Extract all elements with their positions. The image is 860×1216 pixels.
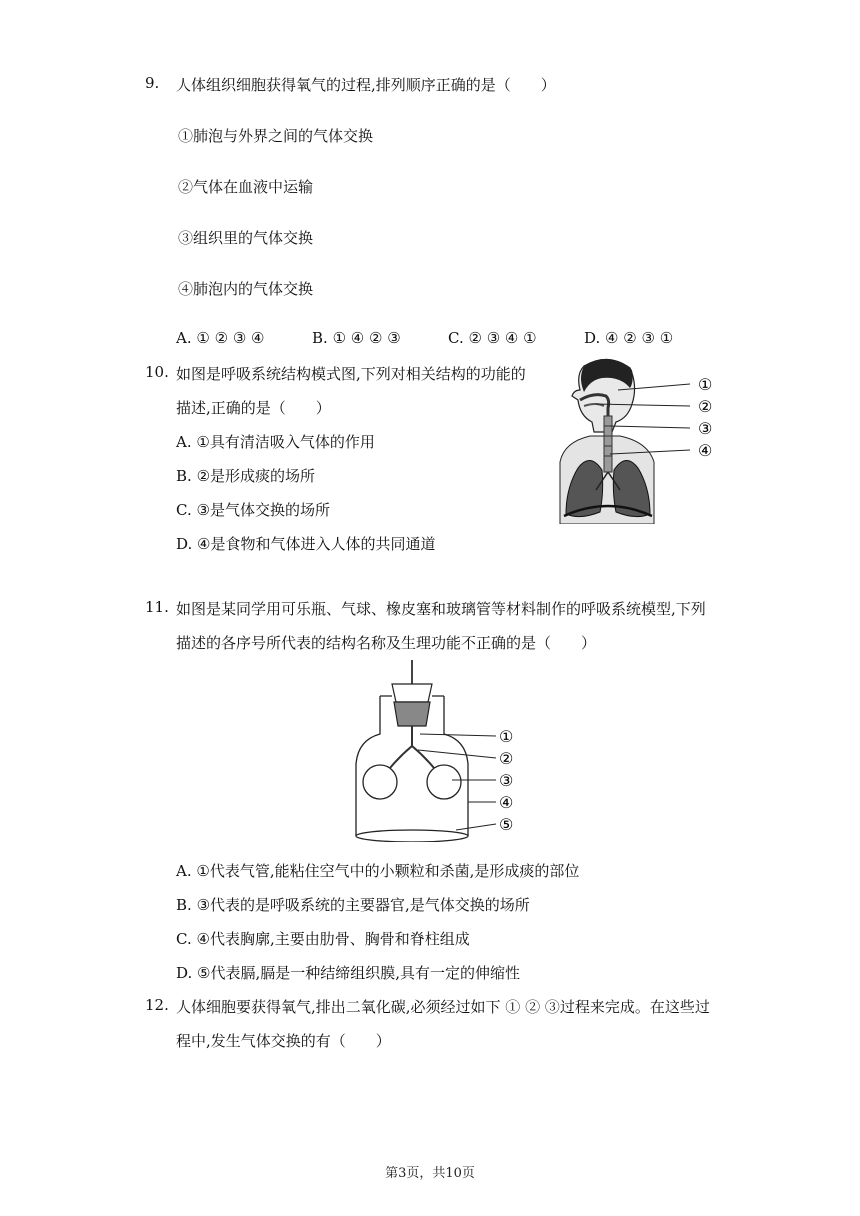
q10-number: 10.	[145, 363, 169, 381]
fig11-label-2: ②	[499, 749, 514, 768]
q9-option-c-text: ② ③ ④ ①	[468, 329, 537, 347]
q11-option-d-letter: D.	[176, 964, 193, 982]
q11-option-d[interactable]	[176, 962, 520, 983]
q10-option-b-text: ②是形成痰的场所	[196, 467, 316, 485]
q11-option-b[interactable]	[176, 894, 530, 915]
q10-option-a-text: ①具有清洁吸入气体的作用	[196, 433, 375, 451]
q10-stem-line1: 如图是呼吸系统结构模式图,下列对相关结构的功能的	[176, 365, 526, 383]
q11-option-b-text: ③代表的是呼吸系统的主要器官,是气体交换的场所	[196, 896, 530, 914]
q11-option-a-text: ①代表气管,能粘住空气中的小颗粒和杀菌,是形成痰的部位	[196, 862, 580, 880]
q11-stem-line2: 描述的各序号所代表的结构名称及生理功能不正确的是（ ）	[176, 634, 597, 652]
q9-number: 9.	[145, 74, 160, 92]
respiratory-system-figure	[550, 356, 722, 524]
q9-option-c-letter: C.	[448, 329, 464, 347]
q9-option-a-text: ① ② ③ ④	[196, 329, 265, 347]
fig11-label-5: ⑤	[499, 815, 514, 834]
q12-stem-line2: 程中,发生气体交换的有（ ）	[176, 1032, 391, 1050]
fig11-label-1: ①	[499, 727, 514, 746]
q11-option-d-text: ⑤代表膈,膈是一种结缔组织膜,具有一定的伸缩性	[197, 964, 521, 982]
q9-option-b-letter: B.	[312, 329, 328, 347]
q9-option-a-letter: A.	[176, 329, 192, 347]
q11-option-c-letter: C.	[176, 930, 192, 948]
q9-stem: 人体组织细胞获得氧气的过程,排列顺序正确的是（ ）	[176, 76, 556, 94]
q12-stem-line1: 人体细胞要获得氧气,排出二氧化碳,必须经过如下 ① ② ③过程来完成。在这些过	[176, 998, 710, 1016]
q9-option-b-text: ① ④ ② ③	[332, 329, 401, 347]
q9-option-c[interactable]	[448, 329, 537, 347]
q10-option-d[interactable]	[176, 533, 436, 554]
q9-option-d[interactable]	[584, 329, 673, 347]
q11-option-c-text: ④代表胸廓,主要由肋骨、胸骨和脊柱组成	[196, 930, 470, 948]
fig10-label-3: ③	[698, 419, 713, 438]
q11-stem-line1: 如图是某同学用可乐瓶、气球、橡皮塞和玻璃管等材料制作的呼吸系统模型,下列	[176, 600, 706, 618]
q9-option-b[interactable]	[312, 329, 401, 347]
fig11-label-4: ④	[499, 793, 514, 812]
q10-option-d-letter: D.	[176, 535, 193, 553]
fig10-label-4: ④	[698, 441, 713, 460]
q12-number: 12.	[145, 996, 169, 1014]
q11-option-a-letter: A.	[176, 862, 192, 880]
q10-option-c[interactable]	[176, 499, 330, 520]
q10-option-a[interactable]	[176, 431, 375, 452]
q10-option-d-text: ④是食物和气体进入人体的共同通道	[197, 535, 436, 553]
fig10-label-2: ②	[698, 397, 713, 416]
q11-option-b-letter: B.	[176, 896, 192, 914]
fig11-label-3: ③	[499, 771, 514, 790]
q10-option-a-letter: A.	[176, 433, 192, 451]
q9-item-3: ③组织里的气体交换	[178, 229, 314, 247]
q11-number: 11.	[145, 598, 169, 616]
q11-option-a[interactable]	[176, 860, 579, 881]
q9-option-d-letter: D.	[584, 329, 601, 347]
bell-jar-model-figure	[346, 660, 526, 842]
fig10-label-1: ①	[698, 375, 713, 394]
q10-option-b[interactable]	[176, 465, 315, 486]
q10-option-b-letter: B.	[176, 467, 192, 485]
q9-item-4: ④肺泡内的气体交换	[178, 280, 314, 298]
q9-item-2: ②气体在血液中运输	[178, 178, 314, 196]
q9-option-d-text: ④ ② ③ ①	[605, 329, 674, 347]
q10-option-c-letter: C.	[176, 501, 192, 519]
q10-option-c-text: ③是气体交换的场所	[196, 501, 330, 519]
q9-item-1: ①肺泡与外界之间的气体交换	[178, 127, 374, 145]
page-footer: 第3页，共10页	[385, 1166, 475, 1181]
q11-option-c[interactable]	[176, 928, 470, 949]
q10-stem-line2: 描述,正确的是（ ）	[176, 399, 331, 417]
q9-option-a[interactable]	[176, 329, 264, 347]
